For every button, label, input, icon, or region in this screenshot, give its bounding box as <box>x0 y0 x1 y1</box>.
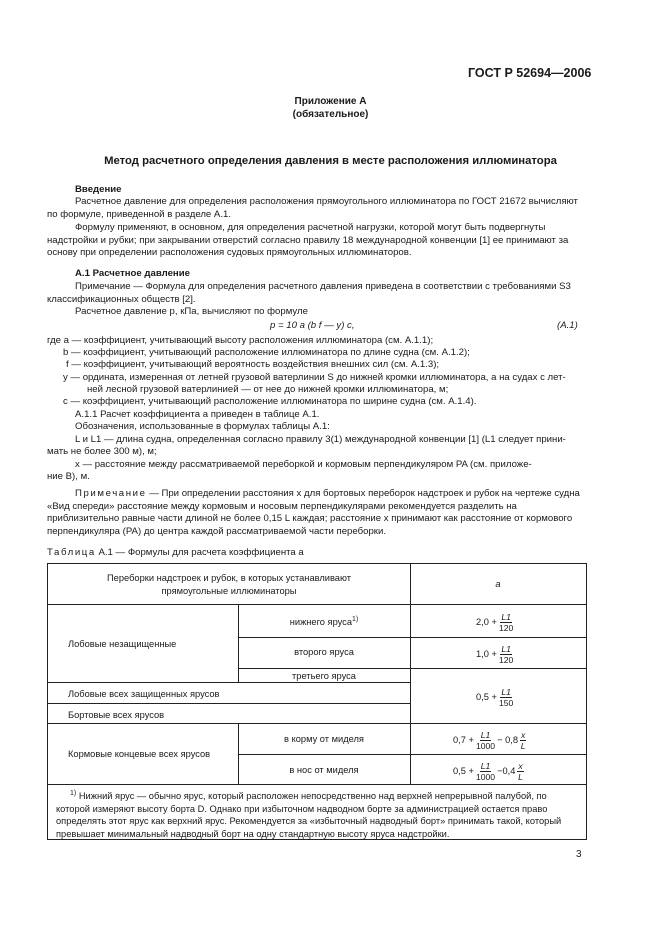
table-footnote <box>56 788 578 840</box>
intro-paragraph-2: Формулу применяют, в основном, для определения расчетной нагрузки, которой могут быть подвергнуты надстройки и рубки; при закрывании отверстий согласно правилу 18 международной конвенции [1] ее принимают за основу при определении расположения судовых прямоугольных иллюминаторов. <box>47 222 569 259</box>
table-caption-text: А.1 — Формулы для расчета коэффициента a <box>95 547 304 558</box>
l-def-2: мать не более 300 м), м; <box>47 446 157 457</box>
formula-2-prefix: 1,0 + <box>476 649 497 659</box>
formula-fwd-of-midship <box>453 757 526 785</box>
l-def-1: L и L1 — длина судна, определенная согласно правилу 3(1) международной конвенции [1] (L1 следует прини- <box>75 434 566 445</box>
formula-5-fraction-2: $\frac{x}{L}$ <box>518 760 523 782</box>
intro-paragraph-1: Расчетное давление для определения расположения прямоугольного иллюминатора по ГОСТ 21672 вычисляют по формуле, приведенной в разделе А.1. <box>47 196 578 220</box>
footnote-text: Нижний ярус — обычно ярус, который расположен непосредственно над верхней непрерывной палубой, по которой измеряют высоту борта D. Однако при избыточном надводном борте за администрацией остается право определять этот ярус как верхний ярус. Рекомендуется за «избыточный надводный борт» принимать такой, который превышает минимальный надводный борт на одну стандартную высоту яруса надстройки. <box>56 791 562 839</box>
formula-second-tier <box>476 640 515 668</box>
formula-1-fraction: $\frac{L1}{120}$ <box>498 611 514 633</box>
def-y-1: y — ордината, измеренная от летней грузовой ватерлинии S до нижней кромки иллюминатора, а на судах с лет- <box>63 372 566 383</box>
x-def-1: x — расстояние между рассматриваемой переборкой и кормовым перпендикуляром PA (см. приложе- <box>75 459 532 470</box>
row-lower-tier <box>238 614 410 628</box>
row-second-tier: второго яруса <box>294 647 354 657</box>
row-aft-end: Кормовые концевые всех ярусов <box>68 749 211 759</box>
note-2-label: Примечание <box>75 488 147 499</box>
formula-a1: p = 10 a (b f — y) c, <box>270 320 355 331</box>
appendix-status: (обязательное) <box>292 109 369 120</box>
def-c: c — коэффициент, учитывающий расположение иллюминатора по ширине судна (см. А.1.4). <box>63 396 477 407</box>
def-f: f — коэффициент, учитывающий вероятность воздействия внешних сил (см. А.1.3); <box>66 359 440 370</box>
formula-third-tier-protected-side <box>476 683 515 711</box>
a1-heading: А.1 Расчетное давление <box>75 268 190 279</box>
formula-5-fraction-1: $\frac{L1}{1000}$ <box>475 760 496 782</box>
formula-lower-tier <box>476 608 515 636</box>
def-a: где a — коэффициент, учитывающий высоту расположения иллюминатора (см. А.1.1); <box>47 335 434 346</box>
formula-3-prefix: 0,5 + <box>476 692 497 702</box>
row-lower-tier-sup: 1) <box>352 616 359 623</box>
row-aft-of-midship: в корму от миделя <box>284 734 364 744</box>
table-caption <box>47 547 304 560</box>
formula-4-middle: − 0,8 <box>497 735 518 745</box>
standard-code: ГОСТ Р 52694—2006 <box>468 66 592 80</box>
page-number: 3 <box>576 849 582 860</box>
row-frontal-protected: Лобовые всех защищенных ярусов <box>68 689 220 699</box>
header-left-2: прямоугольные иллюминаторы <box>161 586 297 596</box>
formula-4-fraction-2: $\frac{x}{L}$ <box>520 729 526 751</box>
formula-2-fraction: $\frac{L1}{120}$ <box>498 643 514 665</box>
a1-note: Примечание — Формула для определения расчетного давления приведена в соответствии с требованиями S3 классификационных обществ [2]. <box>47 281 571 305</box>
x-def-2: ние В), м. <box>47 471 90 482</box>
a111-line: А.1.1 Расчет коэффициента a приведен в таблице А.1. <box>75 409 320 420</box>
header-right: a <box>495 579 501 589</box>
formula-3-fraction: $\frac{L1}{150}$ <box>498 686 514 708</box>
def-b: b — коэффициент, учитывающий расположение иллюминатора по длине судна (см. А.1.2); <box>63 347 470 358</box>
formula-5-prefix: 0,5 + <box>453 766 474 776</box>
formula-1-prefix: 2,0 + <box>476 617 497 627</box>
row-side-all-tiers: Бортовые всех ярусов <box>68 710 165 720</box>
note-2 <box>47 488 582 538</box>
main-title: Метод расчетного определения давления в месте расположения иллюминатора <box>104 155 557 167</box>
intro-heading: Введение <box>75 184 122 195</box>
pressure-line: Расчетное давление p, кПа, вычисляют по формуле <box>75 306 308 317</box>
formula-5-middle: −0,4 <box>497 766 516 776</box>
formula-number: (А.1) <box>557 320 578 331</box>
formula-4-prefix: 0,7 + <box>453 735 474 745</box>
table-caption-label: Таблица <box>47 547 96 558</box>
header-left-1: Переборки надстроек и рубок, в которых устанавливают <box>107 573 351 583</box>
footnote-sup: 1) <box>70 790 77 797</box>
row-lower-tier-label: нижнего яруса <box>289 617 353 628</box>
row-frontal-unprotected: Лобовые незащищенные <box>68 639 177 649</box>
def-y-2: ней лесной грузовой ватерлинией — от нее до нижней кромки иллюминатора, м; <box>87 384 449 395</box>
table-a1 <box>47 563 587 840</box>
row-fwd-of-midship: в нос от миделя <box>289 765 359 775</box>
appendix-title: Приложение А <box>294 96 367 107</box>
formula-aft-of-midship <box>453 726 528 754</box>
formula-4-fraction-1: $\frac{L1}{1000}$ <box>475 729 496 751</box>
notation-line: Обозначения, использованные в формулах таблицы А.1: <box>75 421 330 432</box>
row-third-tier: третьего яруса <box>292 671 356 681</box>
note-2-text: — При определении расстояния x для бортовых переборок надстроек и рубок на чертеже судна «Вид спереди» расстояние между кормовым и носовым перпендикулярами рекомендуется разделить на приблизительно равные части длиной не более 0,15 L каждая; расстояние x принимают как расстояние от кормового перпендикуляра (PA) до центра каждой рассматриваемой части переборки. <box>47 488 580 537</box>
